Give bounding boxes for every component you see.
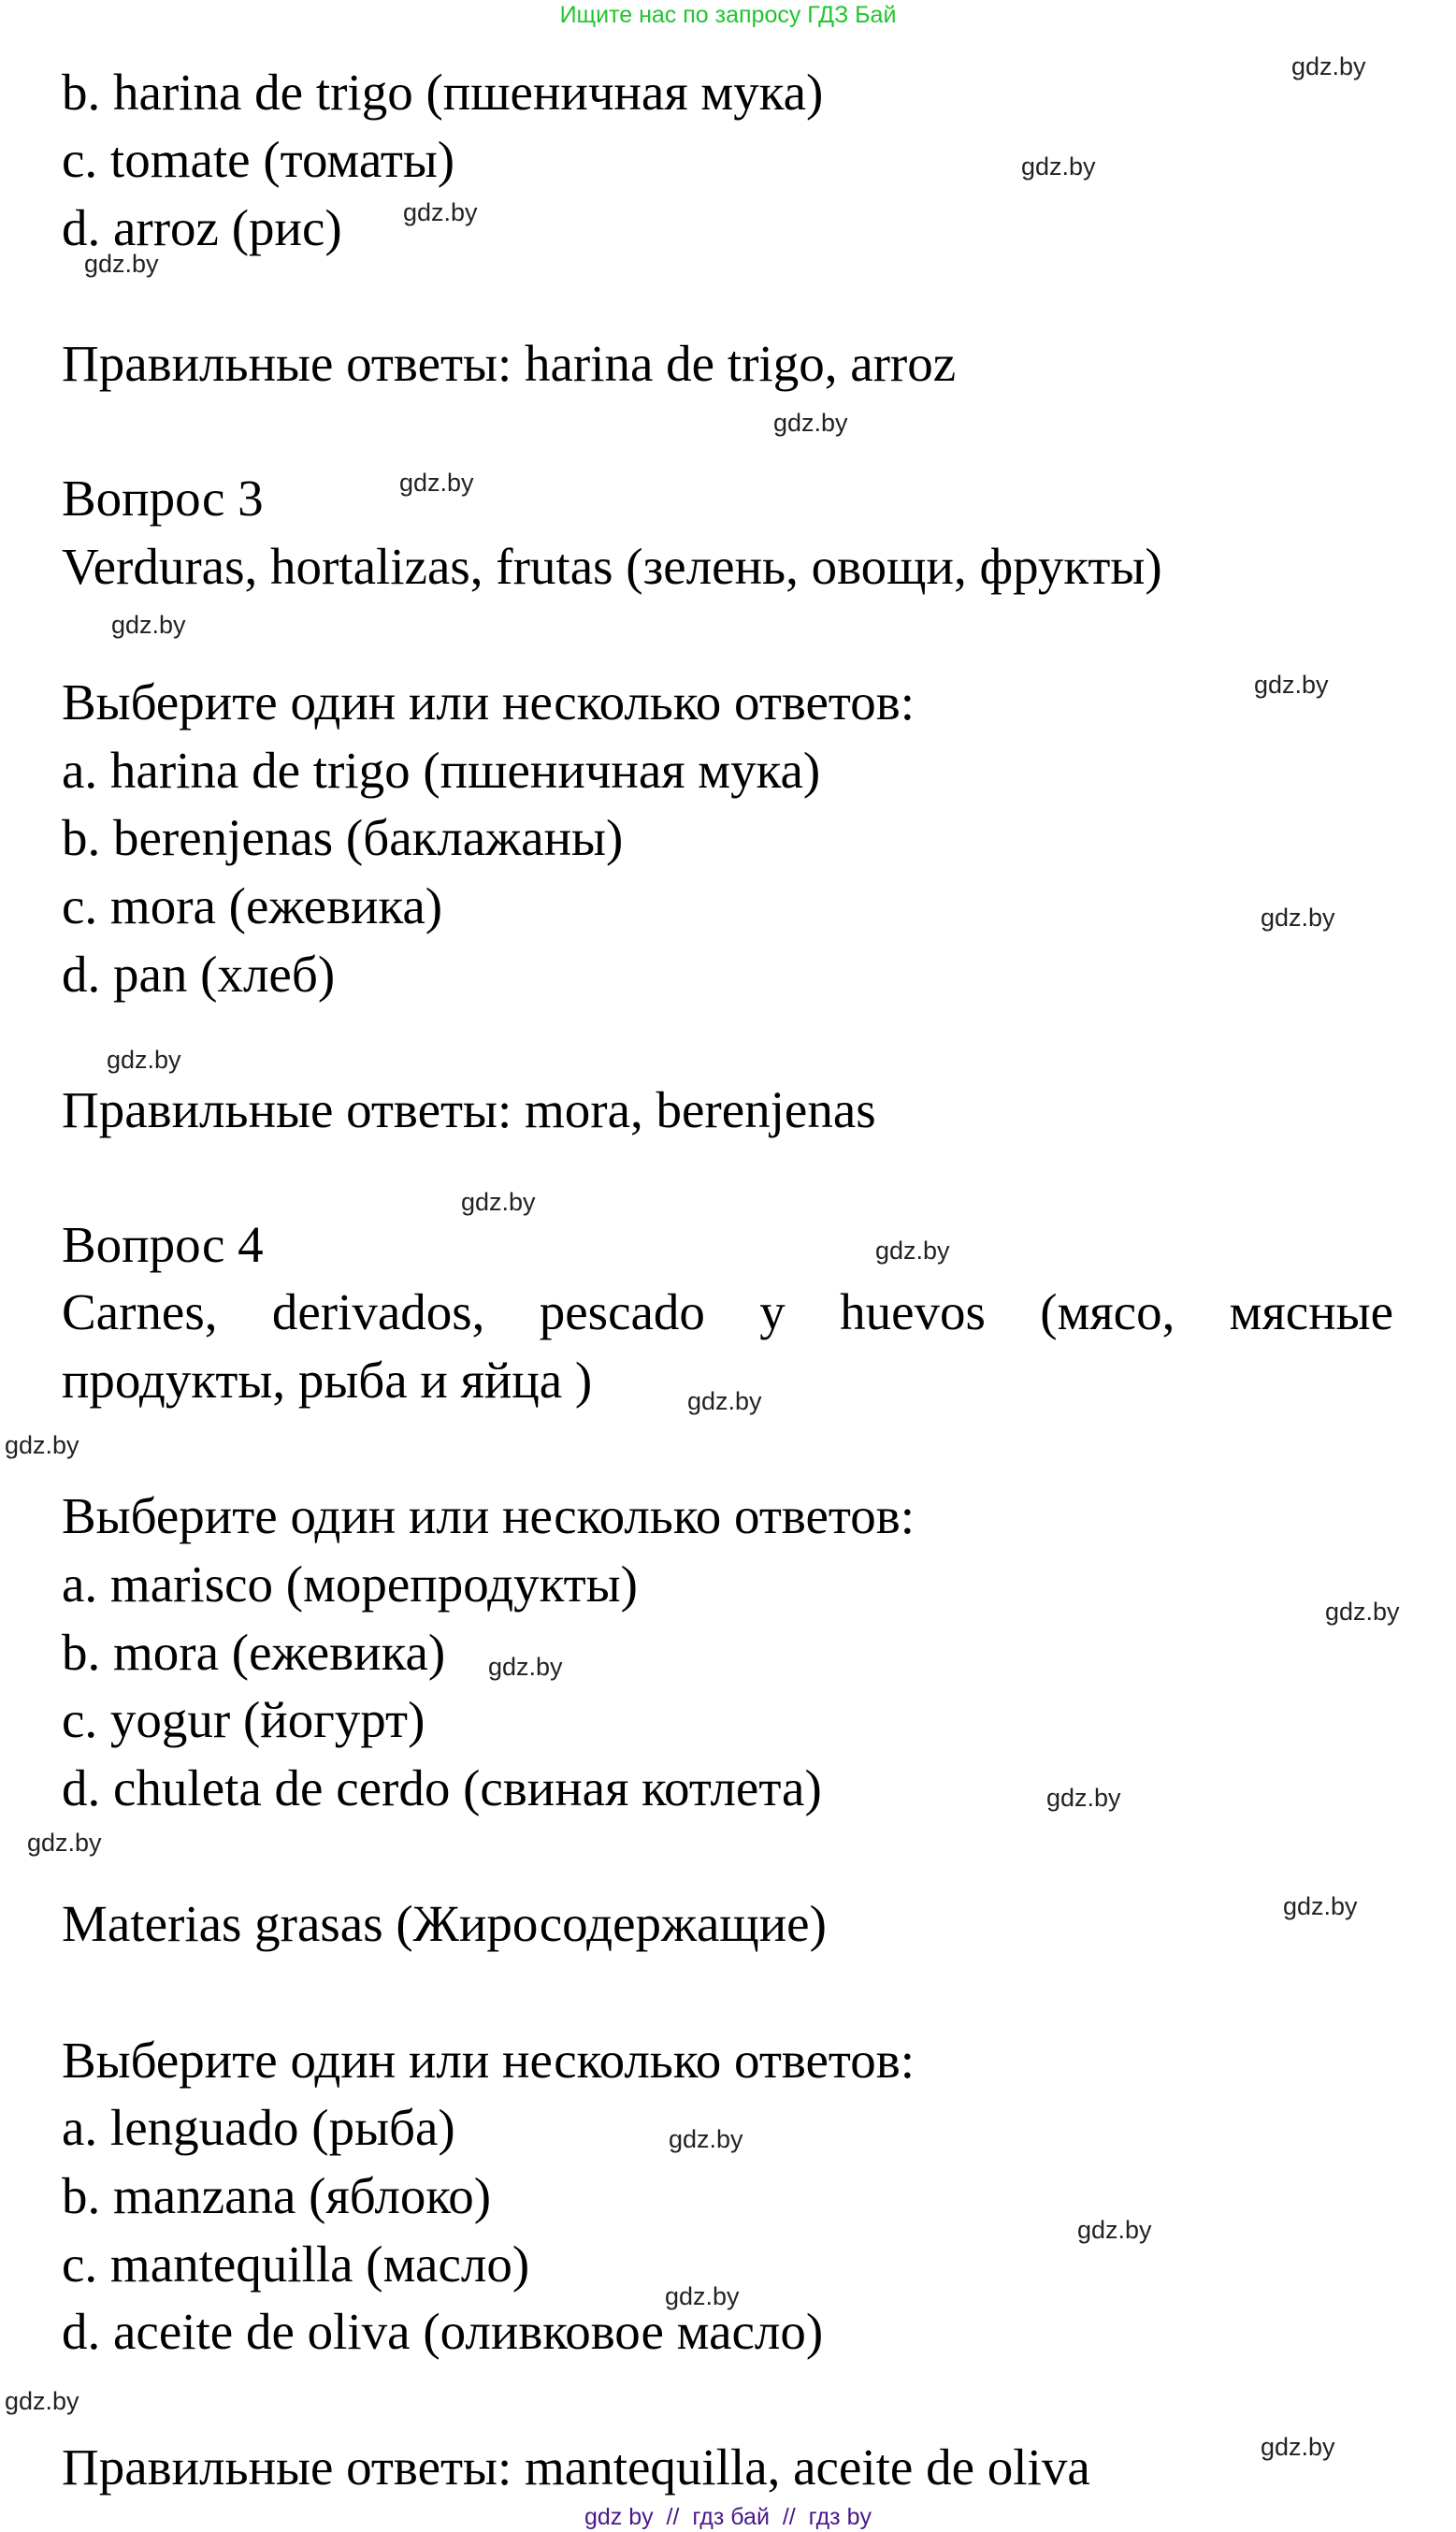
- watermark: gdz.by: [27, 1829, 102, 1857]
- watermark: gdz.by: [1291, 52, 1366, 80]
- watermark: gdz.by: [5, 1431, 79, 1459]
- q4-title: Вопрос 4: [62, 1216, 264, 1273]
- q4-option-d: d. chuleta de cerdo (свиная котлета): [62, 1759, 822, 1816]
- q2-option-b: b. harina de trigo (пшеничная мука): [62, 64, 824, 121]
- q3-correct-answers: Правильные ответы: mora, berenjenas: [62, 1081, 876, 1138]
- watermark: gdz.by: [1046, 1784, 1121, 1812]
- q5-instruction: Выберите один или несколько ответов:: [62, 2032, 915, 2089]
- search-banner: Ищите нас по запросу ГДЗ Бай: [559, 2, 897, 28]
- watermark: gdz.by: [1261, 2433, 1335, 2461]
- footer-links: gdz by // гдз бай // гдз by: [584, 2504, 872, 2530]
- watermark: gdz.by: [1021, 152, 1096, 181]
- q3-prompt: Verduras, hortalizas, frutas (зелень, овощи, фрукты): [62, 538, 1162, 595]
- q5-option-c: c. mantequilla (масло): [62, 2235, 530, 2293]
- watermark: gdz.by: [665, 2282, 740, 2310]
- watermark: gdz.by: [875, 1237, 950, 1265]
- watermark: gdz.by: [1254, 671, 1329, 699]
- q5-correct-answers: Правильные ответы: mantequilla, aceite de oliva: [62, 2438, 1090, 2496]
- watermark: gdz.by: [1261, 904, 1335, 932]
- watermark: gdz.by: [1077, 2216, 1152, 2244]
- q2-option-c: c. tomate (томаты): [62, 131, 455, 188]
- q3-option-c: c. mora (ежевика): [62, 877, 443, 934]
- watermark: gdz.by: [687, 1387, 762, 1415]
- q4-option-c: c. yogur (йогурт): [62, 1691, 425, 1748]
- q3-option-b: b. berenjenas (баклажаны): [62, 809, 624, 866]
- watermark: gdz.by: [669, 2125, 743, 2153]
- q5-option-a: a. lenguado (рыба): [62, 2099, 455, 2156]
- q4-option-a: a. marisco (морепродукты): [62, 1555, 638, 1613]
- watermark: gdz.by: [107, 1046, 181, 1074]
- q4-instruction: Выберите один или несколько ответов:: [62, 1487, 915, 1544]
- q4-prompt-line2: продукты, рыба и яйца ): [62, 1352, 593, 1409]
- q3-title: Вопрос 3: [62, 470, 264, 527]
- watermark: gdz.by: [403, 198, 478, 226]
- q3-instruction: Выберите один или несколько ответов:: [62, 673, 915, 731]
- q5-prompt: Materias grasas (Жиросодержащие): [62, 1895, 827, 1952]
- q5-option-b: b. manzana (яблоко): [62, 2167, 492, 2224]
- watermark: gdz.by: [488, 1653, 563, 1681]
- watermark: gdz.by: [1283, 1892, 1358, 1920]
- watermark: gdz.by: [1325, 1598, 1400, 1626]
- watermark: gdz.by: [461, 1188, 536, 1216]
- q4-option-b: b. mora (ежевика): [62, 1624, 446, 1681]
- q3-option-a: a. harina de trigo (пшеничная мука): [62, 742, 821, 799]
- q5-option-d: d. aceite de oliva (оливковое масло): [62, 2303, 824, 2360]
- q3-option-d: d. pan (хлеб): [62, 946, 336, 1003]
- watermark: gdz.by: [5, 2387, 79, 2415]
- q2-option-d: d. arroz (рис): [62, 199, 342, 256]
- q4-prompt-line1: Carnes, derivados, pescado y huevos (мясо, мясные: [62, 1283, 1393, 1340]
- watermark: gdz.by: [111, 611, 186, 639]
- watermark: gdz.by: [84, 250, 159, 278]
- watermark: gdz.by: [773, 409, 848, 437]
- q2-correct-answers: Правильные ответы: harina de trigo, arroz: [62, 335, 957, 392]
- watermark: gdz.by: [399, 469, 474, 497]
